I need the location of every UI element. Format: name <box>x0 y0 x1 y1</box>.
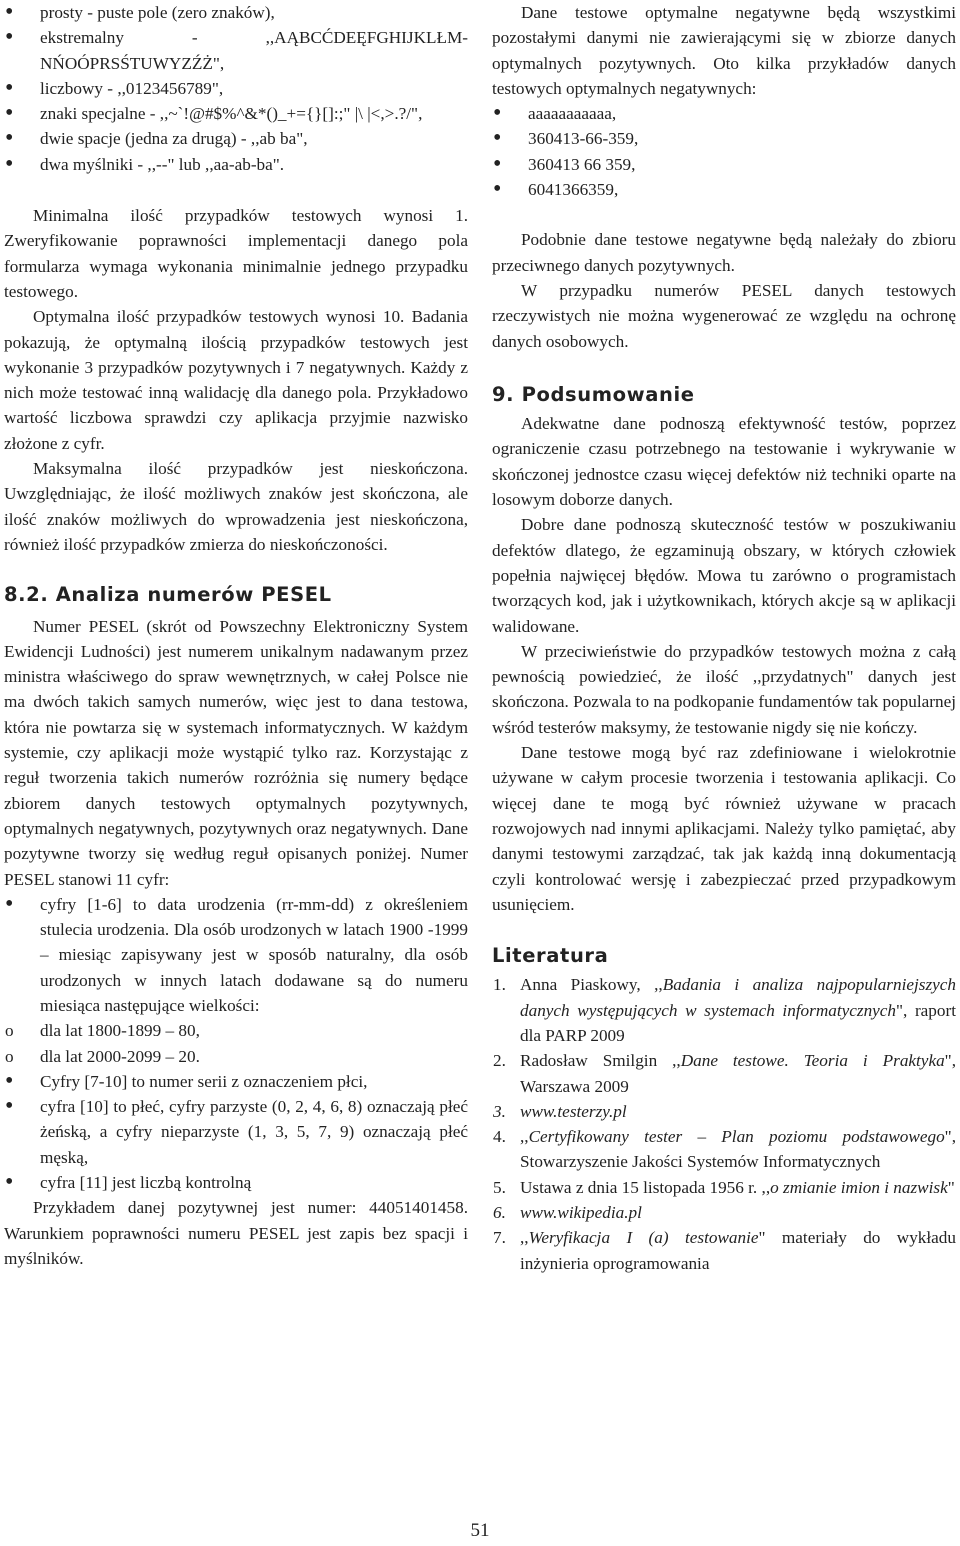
reference-number: 4. <box>493 1127 506 1147</box>
right-column <box>492 0 956 1276</box>
reference-item <box>492 1124 956 1175</box>
negative-examples-list <box>492 101 956 202</box>
list-item: o dla lat 2000-2099 – 20. <box>4 1044 468 1069</box>
list-item: • dwa myślniki - ,,--" lub ,,aa-ab-ba". <box>4 152 468 177</box>
paragraph-example: Przykładem danej pozytywnej jest numer: 44051401458. Warunkiem poprawności numeru PESEL jest zapis bez spacji i myślników. <box>4 1198 468 1268</box>
summary-paragraph: Dane testowe mogą być raz zdefiniowane i wielokrotnie używane w całym procesie tworzenia i testowania aplikacji. Co więcej dane te mogą być również używane w pracach rozwojowych nad innymi aplikacjami. Należy tylko pamiętać, aby danymi testowymi zarządzać, tak jak każdą inną dokumentacją czyli kontrolować wersję i zabezpieczać przed przypadkowym usunięciem. <box>492 743 956 914</box>
list-item: • 360413 66 359, <box>492 152 956 177</box>
reference-number: 7. <box>493 1228 506 1248</box>
list-item: • Cyfry [7-10] to numer serii z oznaczeniem płci, <box>4 1069 468 1094</box>
list-item <box>4 892 468 1069</box>
reference-suffix: ", raport dla PARP 2009 <box>520 1000 956 1045</box>
reference-suffix: ", Stowarzyszenie Jakości Systemów Informatycznych <box>520 1127 956 1172</box>
field-value-list <box>4 0 468 177</box>
reference-link[interactable]: www.wikipedia.pl <box>520 1203 642 1223</box>
reference-title: Weryfikacja I (a) testowanie <box>528 1228 759 1248</box>
left-column <box>4 0 468 1271</box>
reference-item <box>492 1099 956 1124</box>
reference-prefix: Ustawa z dnia 15 listopada 1956 r. ,, <box>520 1177 771 1197</box>
reference-suffix: " <box>947 1177 955 1197</box>
reference-title: o zmianie imion i nazwisk <box>770 1177 948 1197</box>
list-item: • ekstremalny - ,,AĄBCĆDEĘFGHIJKLŁM-NŃOÓPRSŚTUWYZŹŻ", <box>4 25 468 76</box>
reference-item <box>492 972 956 1048</box>
paragraph-negative: Dane testowe optymalne negatywne będą wszystkimi pozostałymi danymi nie zawierającymi się w zbiorze danych optymalnych pozytywnych. Oto kilka przykładów danych testowych optymalnych negatywnych: <box>492 3 956 98</box>
section-heading-summary: 9. Podsumowanie <box>492 382 695 406</box>
section-heading-pesel: 8.2. Analiza numerów PESEL <box>4 583 332 607</box>
list-item: • dwie spacje (jedna za drugą) - ,,ab ba", <box>4 126 468 151</box>
paragraph-minimum: Minimalna ilość przypadków testowych wynosi 1. Zweryfikowanie poprawności implementacji danego pola formularza wymaga wykonania minimalnie jednego przypadku testowego. <box>4 206 468 301</box>
list-item: o dla lat 1800-1899 – 80, <box>4 1018 468 1043</box>
reference-prefix: ,, <box>520 1127 529 1147</box>
century-offset-list <box>4 1018 468 1069</box>
reference-suffix: " materiały do wykładu inżynieria oprogramowania <box>520 1228 956 1273</box>
list-item: • cyfra [11] jest liczbą kontrolną <box>4 1170 468 1195</box>
reference-number: 3. <box>493 1101 506 1121</box>
summary-paragraph: Dobre dane podnoszą skuteczność testów w poszukiwaniu defektów dlatego, że egzaminują obszary, w których człowiek popełnia najwięcej błędów. Mowa tu zarówno o programistach tworzących kod, jak i użytkownikach, których akcje są w aplikacji walidowane. <box>492 515 956 636</box>
reference-prefix: Anna Piaskowy, ,, <box>520 975 663 995</box>
paragraph-pesel: Numer PESEL (skrót od Powszechny Elektroniczny System Ewidencji Ludności) jest numerem unikalnym nadawanym przez ministra właściwego do spraw wewnętrznych, w całej Polsce nie ma dwóch takich samych numerów, więc jest to dana testowa, która nie powtarza się w systemach informatycznych. W każdym systemie, czy aplikacji może wystąpić tylko raz. Korzystając z reguł tworzenia takich numerów rozróżnia się numery będące zbiorem danych testowych optymalnych pozytywnych, optymalnych negatywnych, pozytywnych oraz negatywnych. Dane pozytywne tworzy się według reguł opisanych poniżej. Numer PESEL stanowi 11 cyfr: <box>4 616 468 889</box>
reference-suffix: ", Warszawa 2009 <box>520 1051 956 1096</box>
list-item: • liczbowy - ,,0123456789", <box>4 76 468 101</box>
reference-item <box>492 1048 956 1099</box>
reference-prefix: ,, <box>520 1228 529 1248</box>
reference-number: 6. <box>493 1203 506 1223</box>
list-item: • cyfra [10] to płeć, cyfry parzyste (0, 2, 4, 6, 8) oznaczają płeć żeńską, a cyfry nieparzyste (1, 3, 5, 7, 9) oznaczają płeć męską, <box>4 1094 468 1170</box>
pesel-rule-text: cyfry [1-6] to data urodzenia (rr-mm-dd) z określeniem stulecia urodzenia. Dla osób urodzonych w latach 1900 -1999 – miesiąc zapisywany jest w sposób naturalny, dla osób urodzonych w innych latach dodawane są do numeru miesiąca następujące wielkości: <box>40 894 468 1015</box>
references-list <box>492 972 956 1276</box>
list-item: • 6041366359, <box>492 177 956 202</box>
reference-link[interactable]: www.testerzy.pl <box>520 1101 627 1121</box>
reference-title: Badania i analiza najpopularniejszych danych występujących w systemach informatycznych <box>520 975 956 1020</box>
paragraph-pesel-real: W przypadku numerów PESEL danych testowych rzeczywistych nie można wygenerować ze względu na ochronę danych osobowych. <box>492 280 956 351</box>
reference-number: 1. <box>493 975 506 995</box>
section-heading-literature: Literatura <box>492 944 609 968</box>
paragraph-optimum: Optymalna ilość przypadków testowych wynosi 10. Badania pokazują, że optymalną ilością przypadków testowych jest wykonanie 3 przypadków pozytywnych i 7 negatywnych. Każdy z nich może testować inną walidację dla danego pola. Przykładowo wartość liczbowa sprawdzi czy aplikacja przyjmie nazwisko złożone z cyfr. <box>4 307 468 453</box>
paragraph-similar: Podobnie dane testowe negatywne będą należały do zbioru przeciwnego danych pozytywnych. <box>492 230 956 275</box>
reference-number: 2. <box>493 1051 506 1071</box>
summary-paragraph: W przeciwieństwie do przypadków testowych można z całą pewnością powiedzieć, że ilość ,,przydatnych" danych jest skończona. Pozwala to na podkopanie fundamentów tak popularnej wśród testerów maksymy, że testowanie nigdy się nie kończy. <box>492 641 956 737</box>
list-item: • aaaaaaaaaaa, <box>492 101 956 126</box>
reference-title: Dane testowe. Teoria i Praktyka <box>680 1051 945 1071</box>
page-number: 51 <box>470 1520 490 1541</box>
pesel-rules-list <box>4 892 468 1196</box>
paragraph-maximum: Maksymalna ilość przypadków jest nieskończona. Uwzględniając, że ilość możliwych znaków jest skończona, ale ilość znaków możliwych do wprowadzenia jest nieskończona, również ilość przypadków zmierza do nieskończoności. <box>4 459 468 554</box>
reference-number: 5. <box>493 1177 506 1197</box>
reference-item <box>492 1175 956 1200</box>
reference-item <box>492 1200 956 1225</box>
reference-prefix: Radosław Smilgin ,, <box>520 1051 681 1071</box>
summary-paragraph: Adekwatne dane podnoszą efektywność testów, poprzez ograniczenie czasu potrzebnego na testowanie i wykrywanie w skończonej jednostce czasu więcej defektów niż techniki oparte na losowym doborze danych. <box>492 414 956 510</box>
reference-title: Certyfikowany tester – Plan poziomu podstawowego <box>528 1127 945 1147</box>
list-item: • znaki specjalne - ,,~`!@#$%^&*()_+={}[]:;" |\ |<,>.?/", <box>4 101 468 126</box>
reference-item <box>492 1225 956 1276</box>
list-item: • prosty - puste pole (zero znaków), <box>4 0 468 25</box>
list-item: • 360413-66-359, <box>492 126 956 151</box>
